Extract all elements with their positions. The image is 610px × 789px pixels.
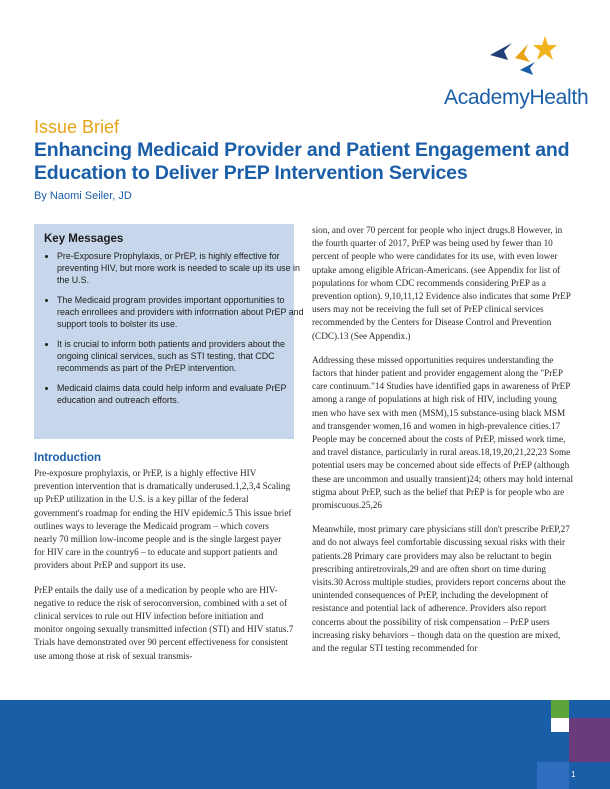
key-message-item: • It is crucial to inform both patients and providers about the ongoing clinical services, such as STI testing, that CDC recommends as part of the PrEP intervention.	[57, 338, 305, 374]
logo-arrow-blue	[520, 62, 535, 75]
key-messages-list	[42, 250, 305, 414]
key-message-item: • Pre-Exposure Prophylaxis, or PrEP, is highly effective for preventing HIV, but more work is needed to scale up its use in the U.S.	[57, 250, 305, 286]
key-message-item: • Medicaid claims data could help inform and evaluate PrEP education and outreach efforts.	[57, 382, 305, 406]
key-message-item: • The Medicaid program provides important opportunities to reach enrollees and providers with information about PrEP and support tools to bolster its use.	[57, 294, 305, 330]
footer-blue-square	[537, 762, 569, 789]
logo-arrow-navy	[490, 43, 512, 60]
body-paragraph: PrEP entails the daily use of a medication by people who are HIV-negative to reduce the risk of seroconversion, combined with a set of clinical services to rule out HIV infection before initiation and monitor ongoing sexually transmitted infection (STI) and HIV status.7 Trials have demonstrated over 90 percent effectiveness for consistent use among those at risk of sexual transmis-	[34, 584, 294, 661]
introduction-column	[34, 467, 294, 674]
body-paragraph: Addressing these missed opportunities requires understanding the factors that hinder patient and provider engagement along the "PrEP care continuum."14 Studies have identified gaps in awareness of PrEP among a range of populations at high risk of HIV, including young men who have sex with men (MSM),15 substance-using black MSM and transgender women,16 and women in high-prevalence cities.17 People may be concerned about the costs of PrEP, missed work time, and travel distance, particularly in rural areas.18,19,20,21,22,23 Some potential users may be concerned about side effects of PrEP (although these are uncommon and usually transient)24; others may hold internal stigma about PrEP, such as the belief that PrEP is for people who are promiscuous.25,26	[312, 354, 574, 511]
logo-star-gold	[533, 36, 557, 60]
issue-brief-label: Issue Brief	[34, 117, 120, 137]
body-paragraph: Pre-exposure prophylaxis, or PrEP, is a highly effective HIV prevention intervention that is dramatically underused.1,2,3,4 Scaling up PrEP utilization in the U.S. is a key pillar of the federal government's roadmap for ending the HIV epidemic.5 This issue brief outlines ways to leverage the Medicaid program – which covers nearly 70 million low-income people and is the single largest payer for HIV care in the country6 – to educate and support patients and providers about PrEP and support its use.	[34, 468, 292, 571]
logo-arrow-gold	[515, 44, 530, 62]
brand-wordmark: AcademyHealth	[444, 86, 589, 109]
body-paragraph: Meanwhile, most primary care physicians still don't prescribe PrEP,27 and do not always feel comfortable discussing sexual risks with their patients.28 Primary care providers may also be reluctant to begin prescribing antiretrovirals,29 and are often short on time during visits.30 Across multiple studies, providers report concerns about the unintended consequences of PrEP, including the development of resistance and potential lack of adherence. Providers also report concerns about the possibility of risk compensation – PrEP users increasing risky behaviors – though data on the question are mixed, and the regular STI testing recommended for	[312, 524, 570, 654]
footer-green-square	[551, 700, 569, 718]
footer-band	[0, 700, 610, 789]
page-number: 1	[571, 770, 576, 779]
key-messages-heading: Key Messages	[44, 233, 124, 245]
key-messages-box	[34, 224, 304, 439]
footer-purple-square	[569, 718, 610, 762]
footer-white-square	[551, 718, 569, 732]
body-paragraph: sion, and over 70 percent for people who inject drugs.8 However, in the fourth quarter of 2017, PrEP was being used by fewer than 10 percent of people who were candidates for its use, with even lower uptake among eligible African-Americans. (see Appendix for list of populations for whom CDC recommends considering PrEP as a prevention option). 9,10,11,12 Evidence also indicates that some PrEP users may not be receiving the full set of PrEP clinical services recommended by the Centers for Disease Control and Prevention (CDC).13 (See Appendix.)	[312, 225, 571, 341]
document-title: Enhancing Medicaid Provider and Patient Engagement and Education to Deliver PrEP Intervention Services	[34, 139, 570, 184]
author-byline: By Naomi Seiler, JD	[34, 190, 132, 202]
introduction-heading: Introduction	[34, 452, 102, 464]
right-column	[312, 224, 574, 666]
